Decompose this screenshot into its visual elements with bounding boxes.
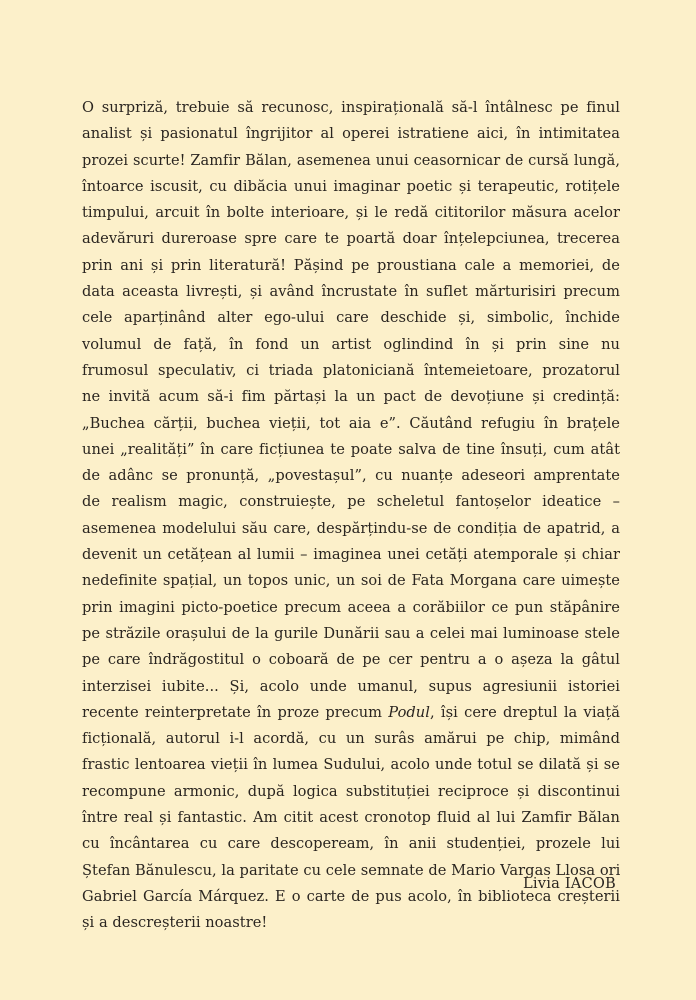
review-text: [82, 95, 620, 937]
text-line: întoarce iscusit, cu dibăcia unui imaginar poetic și terapeutic, rotițele: [82, 177, 620, 195]
text-line: „Buchea cărții, buchea vieții, tot aia e”. Căutând refugiu în brațele: [82, 414, 620, 432]
text-line: frumosul speculativ, ci triada platoniciană întemeietoare, prozatorul: [82, 361, 620, 379]
text-line: asemenea modelului său care, despărțindu-se de condiția de apatrid, a: [82, 519, 620, 537]
text-line: data aceasta livrești, și având încrustate în suflet mărturisiri precum: [82, 283, 620, 301]
text-line: prozei scurte! Zamfir Bălan, asemenea unui ceasornicar de cursă lungă,: [82, 152, 620, 169]
text-line: Gabriel García Márquez. E o carte de pus acolo, în biblioteca creșterii: [82, 887, 620, 905]
text-line: ficțională, autorul i-l acordă, cu un surâs amărui pe chip, mimând: [82, 730, 620, 748]
text-line: de adânc se pronunță, „povestașul”, cu nuanțe adeseori amprentate: [82, 467, 620, 485]
text-line: ne invită acum să-i fim părtași la un pact de devoțiune și credință:: [82, 388, 620, 406]
text-line: pe care îndrăgostitul o coboară de pe cer pentru a o așeza la gâtul: [82, 651, 620, 669]
story-title-podul: Podul: [388, 703, 430, 721]
text-line: unei „realități” în care ficțiunea te poate salva de tine însuți, cum atât: [82, 440, 620, 458]
text-line: interzisei iubite... Și, acolo unde umanul, supus agresiunii istoriei: [82, 677, 620, 695]
text-line-with-title: [82, 700, 620, 726]
text-line: recompune armonic, după logica substituției reciproce și discontinui: [82, 782, 620, 800]
text-line: cu încântarea cu care descopeream, în anii studenției, prozele lui: [82, 835, 620, 853]
text-line: O surpriză, trebuie să recunosc, inspirațională să-l întâlnesc pe finul: [82, 99, 620, 116]
text-line: de realism magic, construiește, pe scheletul fantoșelor ideatice –: [82, 493, 620, 511]
text-line: devenit un cetățean al lumii – imaginea unei cetăți atemporale și chiar: [82, 546, 620, 564]
text-line: Ștefan Bănulescu, la paritate cu cele semnate de Mario Vargas Llosa ori: [82, 861, 621, 879]
text-line: prin imagini picto-poetice precum aceea a corăbiilor ce pun stăpânire: [82, 598, 620, 616]
text-line: volumul de față, în fond un artist oglindind în și prin sine nu: [82, 335, 620, 353]
text-line: nedefinite spațial, un topos unic, un soi de Fata Morgana care uimește: [82, 572, 620, 590]
text-line: timpului, arcuit în bolte interioare, și le redă cititorilor măsura acelor: [82, 204, 620, 222]
text-line: pe străzile orașului de la gurile Dunării sau a celei mai luminoase stele: [82, 624, 620, 642]
text-line: frastic lentoarea vieții în lumea Sudului, acolo unde totul se dilată și se: [82, 756, 620, 774]
text-segment: recente reinterpretate în proze precum: [82, 703, 383, 721]
text-line: adevăruri dureroase spre care te poartă doar înțelepciunea, trecerea: [82, 230, 620, 248]
author-signature: Livia IACOB: [523, 875, 616, 892]
text-line: analist și pasionatul îngrijitor al operei istratiene aici, în intimitatea: [82, 125, 620, 143]
text-segment: , își cere dreptul la viață: [429, 703, 620, 721]
text-line-last: și a descreșterii noastre!: [82, 914, 268, 932]
text-line: între real și fantastic. Am citit acest cronotop fluid al lui Zamfir Bălan: [82, 809, 620, 827]
text-line: prin ani și prin literatură! Pășind pe proustiana cale a memoriei, de: [82, 256, 620, 274]
text-line: cele aparținând alter ego-ului care deschide și, simbolic, închide: [82, 309, 620, 327]
